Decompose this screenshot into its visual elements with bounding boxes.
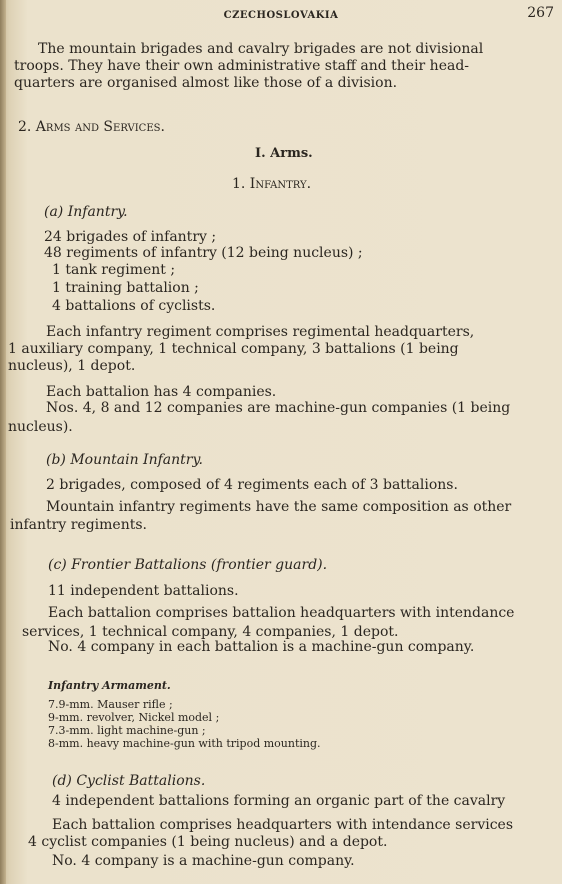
mountain-line: Mountain infantry regiments have the same composition as other [46,499,512,515]
infantry-list-item: 24 brigades of infantry ; [44,229,217,245]
armament-item: 9-mm. revolver, Nickel model ; [48,711,220,724]
sub-heading: I. Arms. [255,146,313,161]
infantry-para-line: Each infantry regiment comprises regimental headquarters, [46,324,475,340]
infantry-list-item: 1 training battalion ; [52,280,199,296]
infantry-para-line: nucleus), 1 depot. [8,358,136,374]
mountain-line: 2 brigades, composed of 4 regiments each of 3 battalions. [46,477,458,493]
armament-item: 7.9-mm. Mauser rifle ; [48,698,173,711]
infantry-list-item: 48 regiments of infantry (12 being nucleus) ; [44,245,363,261]
infantry-para-line: nucleus). [8,419,73,435]
intro-line: quarters are organised almost like those of a division. [14,75,398,91]
running-header: CZECHOSLOVAKIA [223,10,339,21]
mountain-heading: (b) Mountain Infantry. [46,452,203,468]
infantry-para-line: Nos. 4, 8 and 12 companies are machine-gun companies (1 being [46,400,511,416]
infantry-list-item: 1 tank regiment ; [52,262,176,278]
armament-item: 7.3-mm. light machine-gun ; [48,724,206,737]
armament-item: 8-mm. heavy machine-gun with tripod mounting. [48,737,321,750]
page-number: 267 [527,5,554,21]
infantry-list-item: 4 battalions of cyclists. [52,298,216,314]
sub-sub-heading: 1. Infantry. [232,176,312,192]
frontier-line: services, 1 technical company, 4 companies, 1 depot. [22,624,399,640]
section-heading: 2. Arms and Services. [18,119,165,135]
mountain-line: infantry regiments. [10,517,147,533]
frontier-line: 11 independent battalions. [48,583,239,599]
intro-line: The mountain brigades and cavalry brigades are not divisional [38,41,484,57]
cyclist-heading: (d) Cyclist Battalions. [52,773,206,789]
infantry-para-line: 1 auxiliary company, 1 technical company, 3 battalions (1 being [8,341,459,357]
frontier-heading: (c) Frontier Battalions (frontier guard). [48,557,328,573]
cyclist-line: 4 cyclist companies (1 being nucleus) and a depot. [28,834,388,850]
cyclist-line: No. 4 company is a machine-gun company. [52,853,355,869]
cyclist-line: 4 independent battalions forming an organic part of the cavalry [52,793,506,809]
intro-line: troops. They have their own administrative staff and their head- [14,58,470,74]
frontier-line: Each battalion comprises battalion headquarters with intendance [48,605,515,621]
infantry-para-line: Each battalion has 4 companies. [46,384,277,400]
infantry-heading: (a) Infantry. [44,204,128,220]
cyclist-line: Each battalion comprises headquarters with intendance services [52,817,514,833]
armament-heading: Infantry Armament. [48,679,171,692]
frontier-line: No. 4 company in each battalion is a machine-gun company. [48,639,475,655]
